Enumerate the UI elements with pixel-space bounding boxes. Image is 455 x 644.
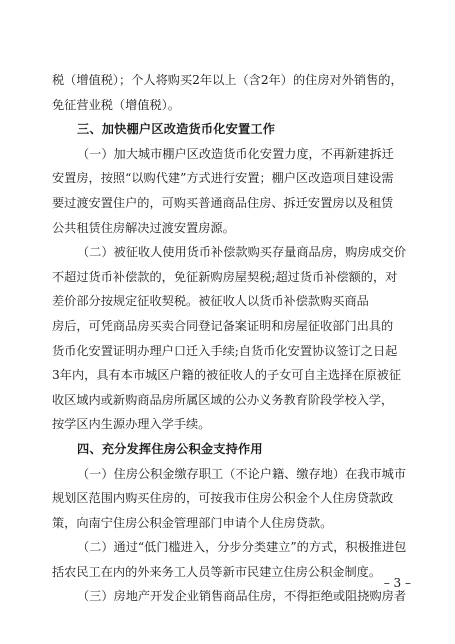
text-line-18: 规划区范围内购买住房的，可按我市住房公积金个人住房贷款政: [52, 491, 394, 506]
text-line-15: 按学区内生源办理入学手续。: [52, 417, 211, 432]
text-line-17: （一）住房公积金缴存职工（不论户籍、缴存地）在我市城市: [77, 466, 407, 481]
text-line-9: 不超过货币补偿款的，免征新购房屋契税;超过货币补偿额的，对: [52, 269, 398, 284]
text-line-19: 策，向南宁住房公积金管理部门申请个人住房贷款。: [52, 515, 333, 530]
text-line-8: （二）被征收人使用货币补偿款购买存量商品房，购房成交价: [77, 245, 407, 260]
text-line-13: 3年内，具有本市城区户籍的被征收人的子女可自主选择在原被征: [52, 368, 402, 383]
text-line-10: 差价部分按规定征收契税。被征收人以货币补偿款购买商品: [52, 294, 369, 309]
text-line-7: 公共租赁住房解决过渡安置房源。: [52, 220, 235, 235]
text-line-21: 括农民工在内的外来务工人员等新市民建立住房公积金制度。: [52, 564, 382, 579]
text-line-5: 安置房，按照“以购代建”方式进行安置；棚户区改造项目建设需: [52, 171, 394, 186]
section-heading-4: 四、充分发挥住房公积金支持作用: [77, 441, 263, 456]
document-body: [52, 68, 412, 609]
text-line-20: （二）通过“低门槛进入，分步分类建立”的方式，积极推进包: [77, 540, 407, 555]
section-heading-3: 三、加快棚户区改造货币化安置工作: [77, 122, 276, 137]
text-line-1: 税（增值税）；个人将购买2年以上（含2年）的住房对外销售的，: [52, 73, 403, 87]
text-line-4: （一）加大城市棚户区改造货币化安置力度，不再新建拆迁: [77, 146, 394, 161]
text-line-6: 要过渡安置住户的，可购买普通商品住房、拆迁安置房以及租赁: [52, 195, 394, 210]
text-line-12: 货币化安置证明办理户口迁入手续;自货币化安置协议签订之日起: [52, 343, 398, 358]
text-line-2: 免征营业税（增值税）。: [52, 97, 180, 112]
text-line-11: 房后，可凭商品房买卖合同登记备案证明和房屋征收部门出具的: [52, 318, 394, 333]
text-line-14: 收区域内或新购商品房所属区域的公办义务教育阶段学校入学，: [52, 392, 394, 407]
text-line-22: （三）房地产开发企业销售商品住房，不得拒绝或阻挠购房者: [77, 589, 407, 604]
page-number: – 3 –: [383, 576, 411, 590]
